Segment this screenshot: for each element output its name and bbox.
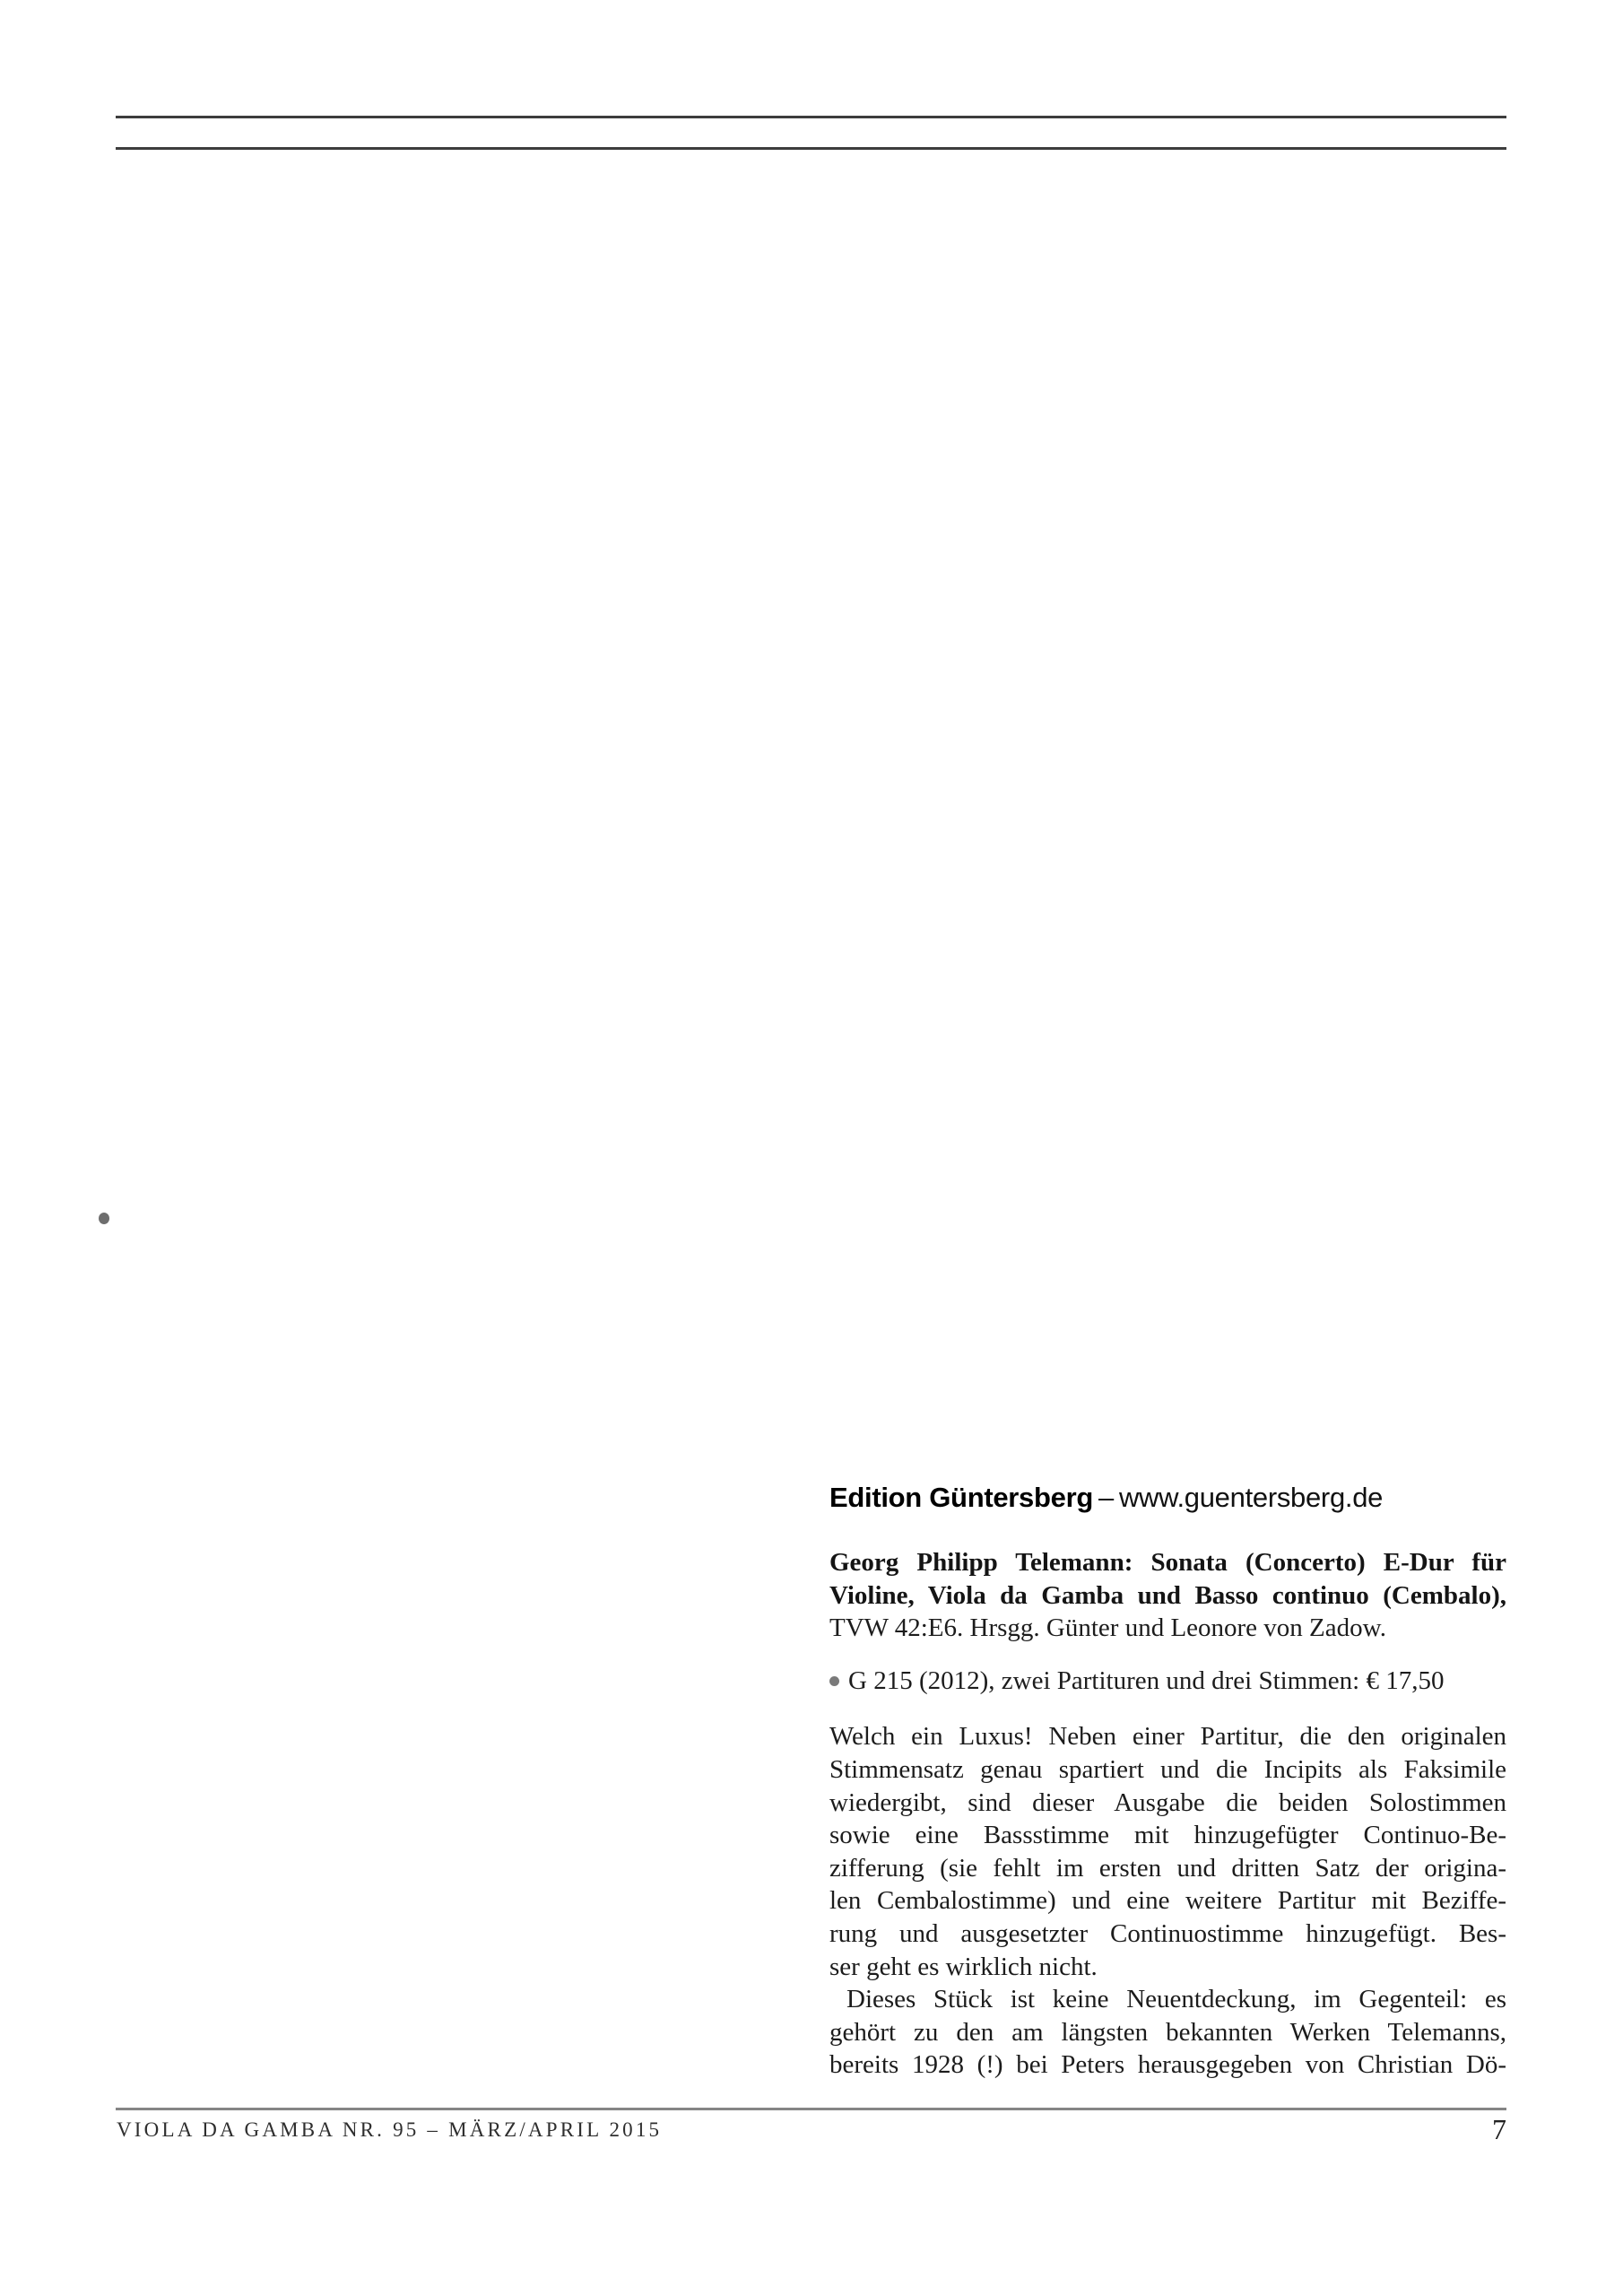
header-rule-bottom bbox=[116, 147, 1506, 150]
review-text-line: rung und ausgesetzter Continuostimme hinzugefügt. Bes- bbox=[829, 1918, 1506, 1948]
bullet-icon bbox=[829, 1676, 839, 1686]
review-text-line: wiedergibt, sind dieser Ausgabe die beiden Solostimmen bbox=[829, 1787, 1506, 1817]
review-column bbox=[829, 1480, 1506, 2082]
header-rule-top bbox=[116, 116, 1506, 118]
review-text-line: Dieses Stück ist keine Neuentdeckung, im Gegenteil: es bbox=[846, 1985, 1506, 2014]
review-text-line: Stimmensatz genau spartiert und die Incipits als Faksimile bbox=[829, 1754, 1506, 1784]
footer-page-number: 7 bbox=[1492, 2113, 1506, 2145]
edition-item-text: G 215 (2012), zwei Partituren und drei Stimmen: € 17,50 bbox=[848, 1665, 1445, 1695]
review-text-line: len Cembalostimme) und eine weitere Partitur mit Beziffe- bbox=[829, 1886, 1506, 1916]
work-title-line: Violine, Viola da Gamba und Basso continuo (Cembalo), bbox=[829, 1580, 1506, 1610]
footer-journal-title: VIOLA DA GAMBA NR. 95 – MÄRZ/APRIL 2015 bbox=[117, 2118, 663, 2141]
publisher-dash: – bbox=[1098, 1482, 1114, 1513]
footer-rule bbox=[116, 2108, 1506, 2110]
review-text bbox=[829, 1720, 1506, 2082]
review-text-line: Welch ein Luxus! Neben einer Partitur, die den originalen bbox=[829, 1722, 1506, 1752]
publisher-heading bbox=[829, 1480, 1506, 1516]
review-text-line: sowie eine Bassstimme mit hinzugefügter Continuo-Be- bbox=[829, 1821, 1506, 1850]
edition-list-item bbox=[829, 1665, 1506, 1698]
orphan-list-bullet bbox=[99, 1213, 109, 1224]
review-text-line: ser geht es wirklich nicht. bbox=[829, 1952, 1098, 1981]
work-title bbox=[829, 1546, 1506, 1645]
review-text-line: gehört zu den am längsten bekannten Werken Telemanns, bbox=[829, 2017, 1506, 2047]
work-title-line: Georg Philipp Telemann: Sonata (Concerto) E-Dur für bbox=[829, 1548, 1506, 1577]
review-text-line: zifferung (sie fehlt im ersten und dritten Satz der origina- bbox=[829, 1853, 1506, 1883]
work-subtitle: TVW 42:E6. Hrsgg. Günter und Leonore von Zadow. bbox=[829, 1613, 1386, 1643]
publisher-name: Edition Güntersberg bbox=[829, 1482, 1093, 1513]
publisher-website: www.guentersberg.de bbox=[1118, 1482, 1384, 1513]
review-text-line: bereits 1928 (!) bei Peters herausgegeben von Christian Dö- bbox=[829, 2050, 1506, 2080]
